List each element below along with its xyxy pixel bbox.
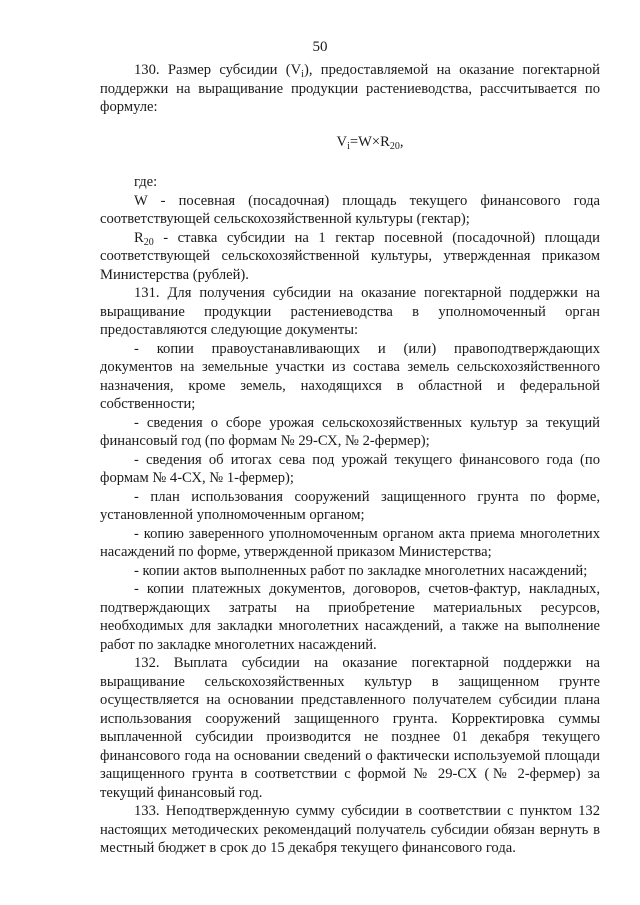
paragraph-131: 131. Для получения субсидии на оказание погектарной поддержки на выращивание продукции растениеводства в уполномоченный орган предоставляются следующие документы:: [100, 285, 600, 338]
definition-r: $R_{20}$ - ставка субсидии на 1 гектар посевной (посадочной) площади соответствующей сельскохозяйственной культуры, утвержденная приказом Министерства (рублей).: [100, 229, 600, 283]
list-item: - план использования сооружений защищенного грунта по форме, установленной уполномоченным органом;: [100, 488, 600, 523]
list-item: - копию заверенного уполномоченным органом акта приема многолетних насаждений по форме, утвержденной приказом Министерства;: [100, 525, 600, 560]
subsidy-formula: $V_i=W\times R_{20}$,: [336, 133, 404, 152]
list-item: - сведения об итогах сева под урожай текущего финансового года (по формам № 4-СХ, № 1-фермер);: [100, 451, 600, 486]
page-number: 50: [312, 39, 328, 55]
list-item: - копии правоустанавливающих и (или) правоподтверждающих документов на земельные участки из состава земель сельскохозяйственного назначения, кроме земель, находящихся в областной и федеральной собственности;: [100, 340, 600, 412]
definition-w: W - посевная (посадочная) площадь текущего финансового года соответствующей сельскохозяйственной культуры (гектар);: [100, 192, 600, 227]
paragraph-130: 130. Размер субсидии $(V_i)$, предоставляемой на оказание погектарной поддержки на выращивание продукции растениеводства, рассчитывается по формуле:: [100, 62, 600, 115]
list-item: - копии актов выполненных работ по закладке многолетних насаждений;: [134, 562, 588, 579]
paragraph-133: 133. Неподтвержденную сумму субсидии в соответствии с пунктом 132 настоящих методических рекомендаций получатель субсидии обязан вернуть в местный бюджет в срок до 15 декабря текущего финансового года.: [100, 803, 600, 856]
paragraph-132: 132. Выплата субсидии на оказание погектарной поддержки на выращивание сельскохозяйственных культур в защищенном грунте осуществляется на основании представленного получателем субсидии плана использования сооружений защищенного грунта. Корректировка суммы выплаченной субсидии производится не позднее 01 декабря текущего финансового года на основании сведений о фактически используемой площади защищенного грунта в соответствии с формой № 29-СХ (№ 2-фермер) за текущий финансовый год.: [100, 655, 600, 801]
document-body: [100, 61, 600, 858]
list-item: - копии платежных документов, договоров, счетов-фактур, накладных, подтверждающих затраты на приобретение материальных ресурсов, необходимых для закладки многолетних насаждений, а также на выполнение работ по закладке многолетних насаждений.: [100, 581, 600, 653]
where-label: где:: [134, 174, 158, 190]
list-item: - сведения о сборе урожая сельскохозяйственных культур за текущий финансовый год (по формам № 29-СХ, № 2-фермер);: [100, 414, 600, 449]
